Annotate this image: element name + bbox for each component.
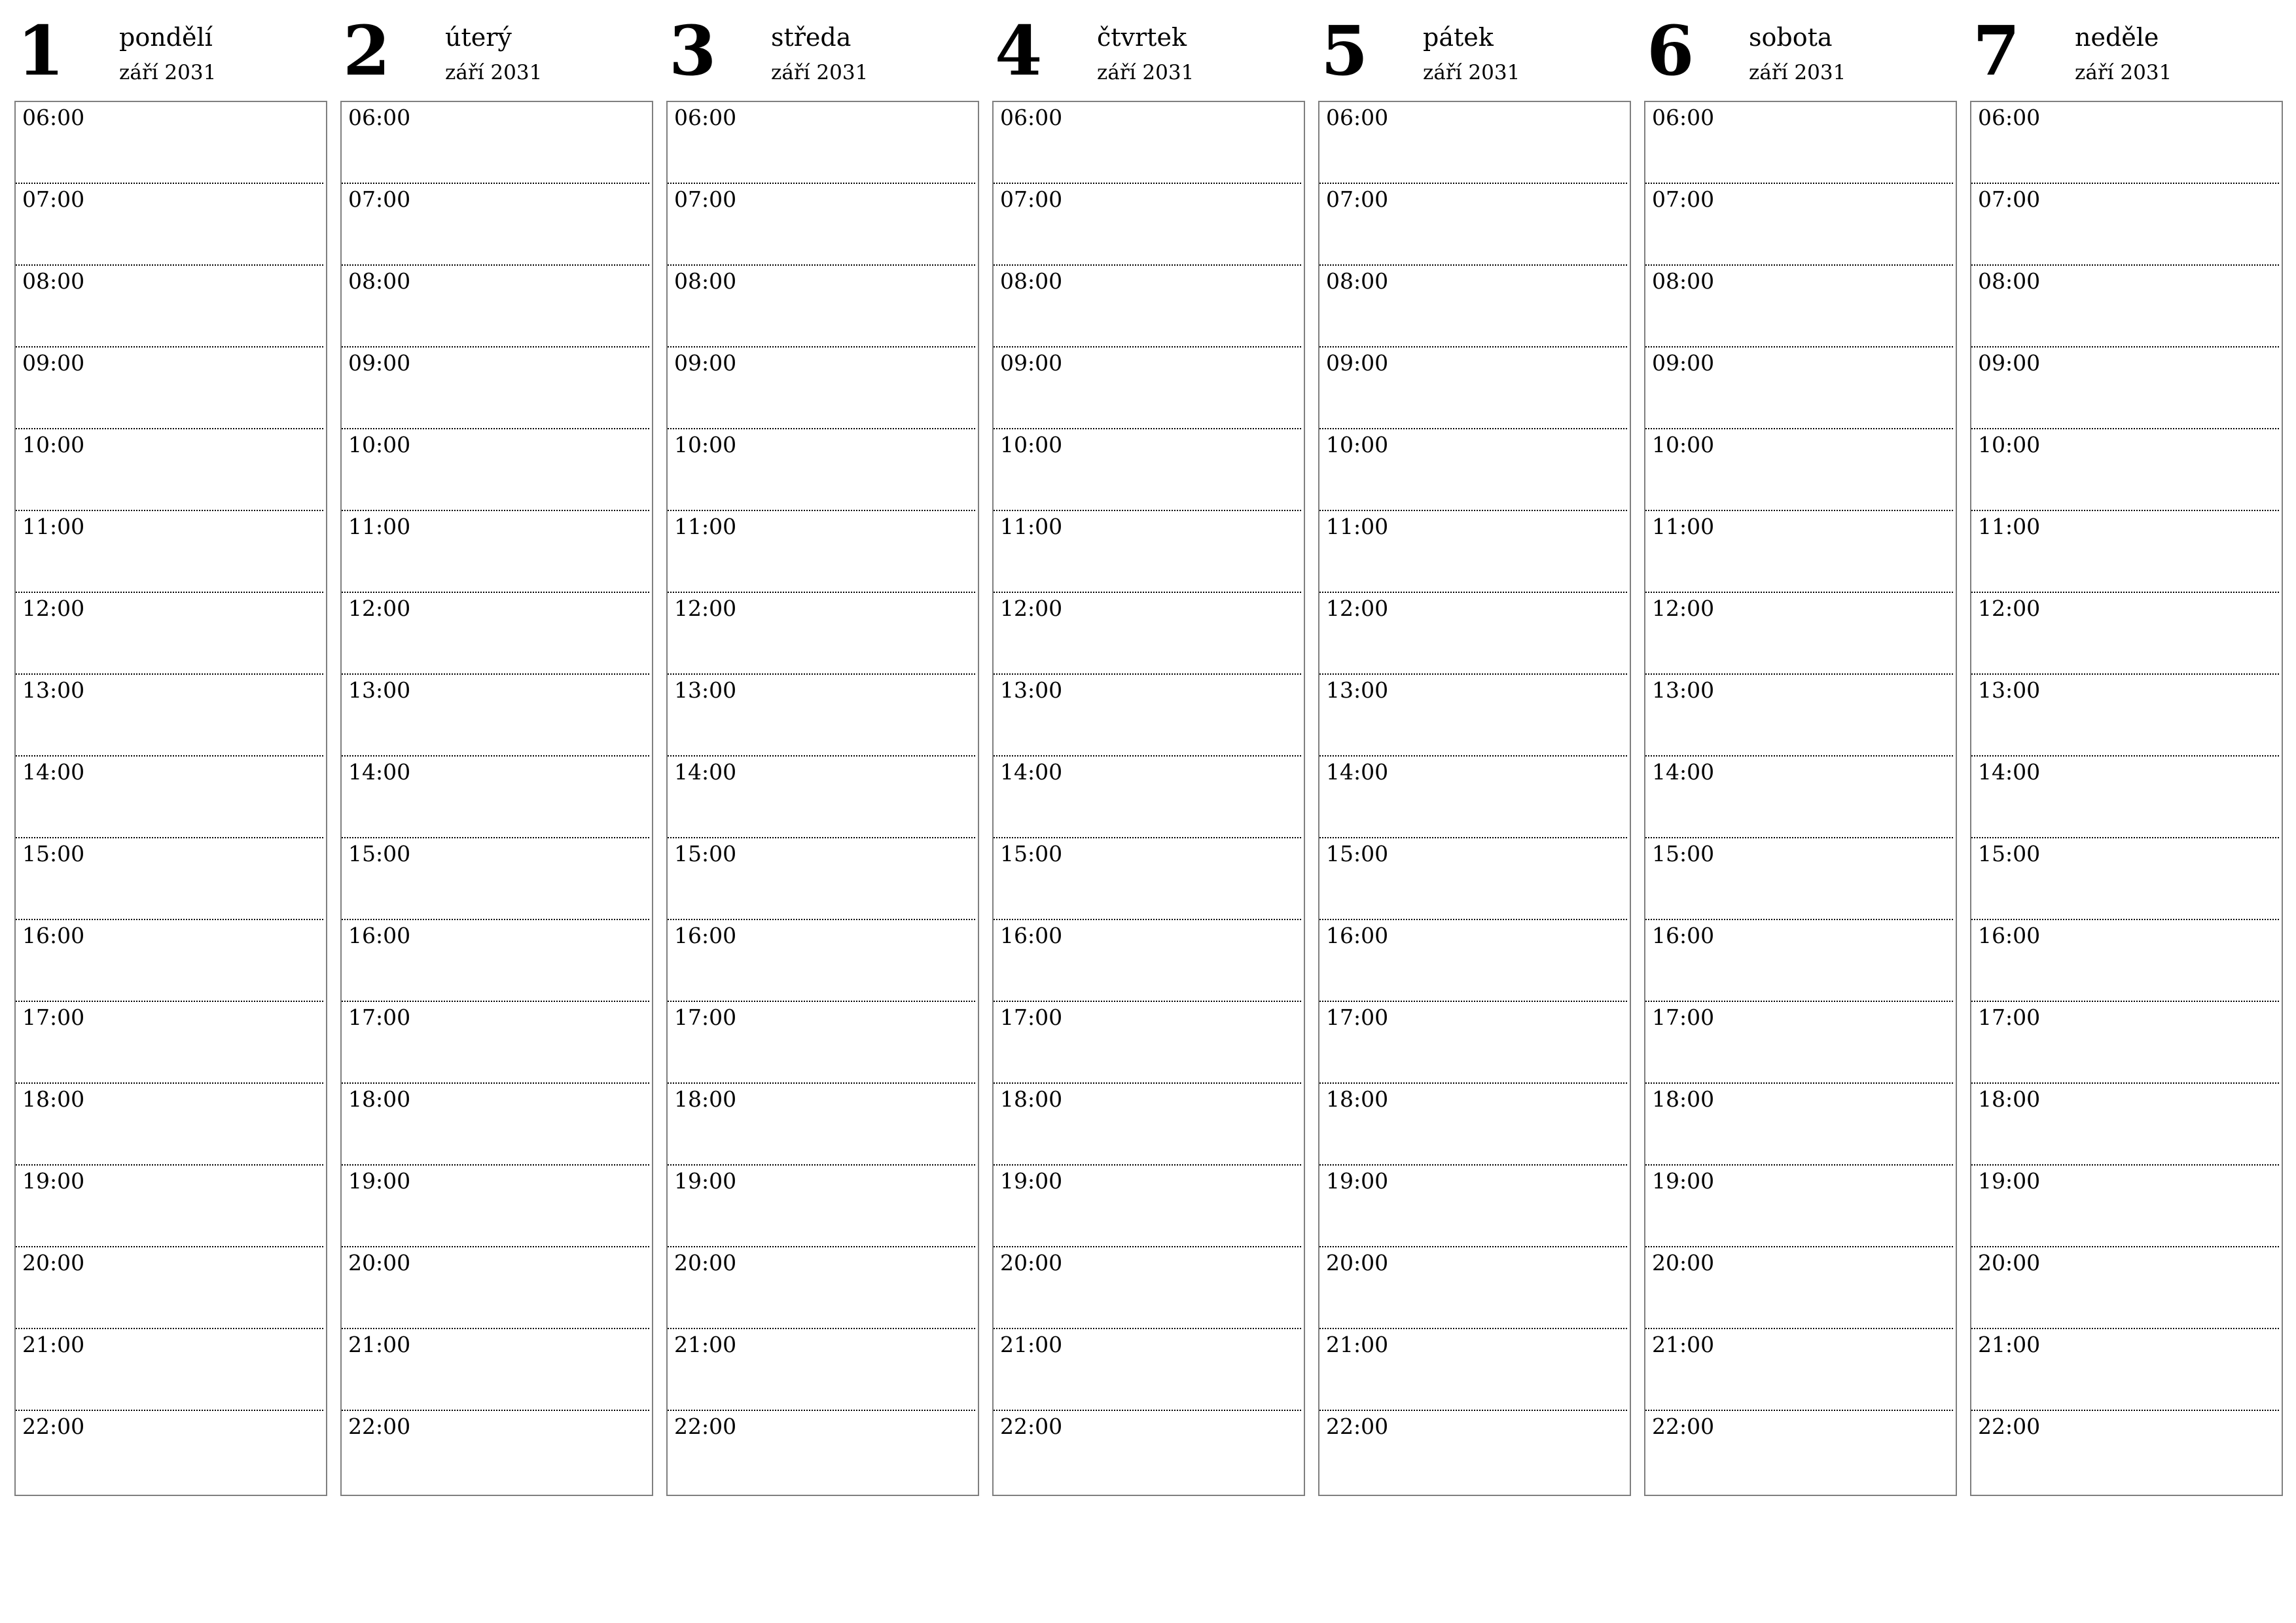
- day-name: sobota: [1749, 23, 1833, 52]
- time-label: 17:00: [1652, 1005, 1715, 1030]
- time-slot[interactable]: [1971, 1411, 2279, 1493]
- day-schedule-box: [666, 101, 979, 1496]
- time-slot[interactable]: [1319, 266, 1627, 348]
- day-number: 5: [1321, 10, 1369, 91]
- time-slot[interactable]: [342, 1247, 649, 1329]
- time-slot[interactable]: [342, 1329, 649, 1411]
- day-column: [14, 0, 327, 1439]
- time-slot[interactable]: [342, 429, 649, 511]
- day-number: 6: [1647, 10, 1695, 91]
- day-month: září 2031: [445, 61, 543, 84]
- time-label: 19:00: [1978, 1168, 2041, 1194]
- time-slot[interactable]: [16, 429, 323, 511]
- time-slot[interactable]: [668, 184, 975, 266]
- time-slot[interactable]: [16, 920, 323, 1002]
- time-slot[interactable]: [994, 1002, 1301, 1084]
- day-header: [666, 0, 979, 101]
- time-slot[interactable]: [1645, 593, 1953, 675]
- time-slot[interactable]: [1645, 1329, 1953, 1411]
- time-slot[interactable]: [1645, 675, 1953, 757]
- day-name: pátek: [1423, 23, 1494, 52]
- time-label: 06:00: [1978, 105, 2041, 130]
- time-slot[interactable]: [668, 675, 975, 757]
- time-slot[interactable]: [16, 1411, 323, 1493]
- time-label: 16:00: [674, 923, 737, 948]
- time-label: 06:00: [348, 105, 411, 130]
- time-label: 16:00: [1978, 923, 2041, 948]
- time-slot[interactable]: [1971, 511, 2279, 593]
- day-column: [1970, 0, 2283, 1439]
- time-slot[interactable]: [1319, 1411, 1627, 1493]
- time-slot[interactable]: [16, 1329, 323, 1411]
- time-label: 08:00: [1326, 268, 1389, 294]
- time-label: 21:00: [1652, 1332, 1715, 1357]
- day-column: [992, 0, 1305, 1439]
- time-label: 17:00: [1326, 1005, 1389, 1030]
- time-label: 11:00: [22, 514, 85, 539]
- time-slot[interactable]: [668, 920, 975, 1002]
- time-slot[interactable]: [668, 429, 975, 511]
- time-label: 13:00: [1652, 677, 1715, 703]
- time-label: 06:00: [1652, 105, 1715, 130]
- time-label: 11:00: [1978, 514, 2041, 539]
- time-label: 07:00: [674, 187, 737, 212]
- time-slot[interactable]: [994, 184, 1301, 266]
- day-schedule-box: [1318, 101, 1631, 1496]
- time-label: 17:00: [348, 1005, 411, 1030]
- time-slot[interactable]: [16, 1002, 323, 1084]
- time-label: 20:00: [1000, 1250, 1063, 1275]
- time-slot[interactable]: [16, 675, 323, 757]
- time-label: 09:00: [348, 350, 411, 376]
- time-label: 13:00: [22, 677, 85, 703]
- time-slot[interactable]: [1319, 429, 1627, 511]
- time-slot[interactable]: [1645, 1084, 1953, 1166]
- time-label: 08:00: [1978, 268, 2041, 294]
- time-slot[interactable]: [1319, 1166, 1627, 1247]
- time-label: 12:00: [22, 596, 85, 621]
- time-label: 10:00: [1000, 432, 1063, 457]
- time-label: 12:00: [1652, 596, 1715, 621]
- time-slot[interactable]: [1645, 1002, 1953, 1084]
- time-label: 14:00: [22, 759, 85, 785]
- time-label: 13:00: [674, 677, 737, 703]
- time-label: 19:00: [1652, 1168, 1715, 1194]
- time-slot[interactable]: [668, 348, 975, 429]
- time-slot[interactable]: [994, 757, 1301, 838]
- day-column: [666, 0, 979, 1439]
- time-label: 08:00: [22, 268, 85, 294]
- time-label: 10:00: [1326, 432, 1389, 457]
- time-slot[interactable]: [16, 184, 323, 266]
- time-label: 22:00: [348, 1414, 411, 1439]
- time-slot[interactable]: [1319, 1247, 1627, 1329]
- time-label: 15:00: [1000, 841, 1063, 866]
- time-label: 10:00: [22, 432, 85, 457]
- time-label: 10:00: [674, 432, 737, 457]
- time-label: 07:00: [348, 187, 411, 212]
- time-label: 07:00: [1978, 187, 2041, 212]
- time-slot[interactable]: [1645, 1411, 1953, 1493]
- time-slot[interactable]: [16, 593, 323, 675]
- time-label: 14:00: [1652, 759, 1715, 785]
- day-schedule-box: [1970, 101, 2283, 1496]
- day-name: středa: [771, 23, 852, 52]
- day-month: září 2031: [1749, 61, 1846, 84]
- time-slot[interactable]: [668, 266, 975, 348]
- time-label: 14:00: [674, 759, 737, 785]
- time-slot[interactable]: [994, 593, 1301, 675]
- time-label: 17:00: [674, 1005, 737, 1030]
- time-slot[interactable]: [668, 102, 975, 184]
- time-label: 12:00: [348, 596, 411, 621]
- time-label: 22:00: [22, 1414, 85, 1439]
- time-slot[interactable]: [1971, 1084, 2279, 1166]
- time-slot[interactable]: [668, 1411, 975, 1493]
- time-label: 21:00: [1978, 1332, 2041, 1357]
- time-slot[interactable]: [342, 920, 649, 1002]
- time-label: 19:00: [22, 1168, 85, 1194]
- time-label: 13:00: [1326, 677, 1389, 703]
- time-slot[interactable]: [1971, 1002, 2279, 1084]
- time-slot[interactable]: [342, 184, 649, 266]
- time-slot[interactable]: [1645, 266, 1953, 348]
- time-slot[interactable]: [668, 1166, 975, 1247]
- time-slot[interactable]: [1645, 1247, 1953, 1329]
- time-slot[interactable]: [1319, 593, 1627, 675]
- day-name: čtvrtek: [1097, 23, 1187, 52]
- time-slot[interactable]: [1319, 1084, 1627, 1166]
- time-slot[interactable]: [16, 1247, 323, 1329]
- time-slot[interactable]: [342, 511, 649, 593]
- time-label: 18:00: [1326, 1086, 1389, 1112]
- time-label: 16:00: [1652, 923, 1715, 948]
- time-slot[interactable]: [342, 1166, 649, 1247]
- day-schedule-box: [14, 101, 327, 1496]
- time-slot[interactable]: [1971, 838, 2279, 920]
- time-label: 11:00: [1000, 514, 1063, 539]
- time-slot[interactable]: [1971, 1166, 2279, 1247]
- day-header: [1644, 0, 1957, 101]
- time-slot[interactable]: [994, 675, 1301, 757]
- time-slot[interactable]: [342, 1411, 649, 1493]
- time-label: 22:00: [1326, 1414, 1389, 1439]
- day-header: [340, 0, 653, 101]
- time-slot[interactable]: [994, 1247, 1301, 1329]
- time-label: 21:00: [348, 1332, 411, 1357]
- time-label: 16:00: [1326, 923, 1389, 948]
- time-slot[interactable]: [1645, 184, 1953, 266]
- time-slot[interactable]: [668, 1084, 975, 1166]
- day-header: [14, 0, 327, 101]
- time-slot[interactable]: [1645, 511, 1953, 593]
- day-header: [1318, 0, 1631, 101]
- time-label: 07:00: [1652, 187, 1715, 212]
- time-label: 19:00: [348, 1168, 411, 1194]
- time-label: 20:00: [22, 1250, 85, 1275]
- time-label: 12:00: [1326, 596, 1389, 621]
- time-slot[interactable]: [1319, 757, 1627, 838]
- time-label: 12:00: [1000, 596, 1063, 621]
- time-label: 10:00: [348, 432, 411, 457]
- time-slot[interactable]: [1971, 348, 2279, 429]
- time-slot[interactable]: [668, 838, 975, 920]
- day-header: [1970, 0, 2283, 101]
- time-label: 08:00: [348, 268, 411, 294]
- time-label: 17:00: [1978, 1005, 2041, 1030]
- time-label: 14:00: [348, 759, 411, 785]
- time-label: 15:00: [1326, 841, 1389, 866]
- time-label: 09:00: [1326, 350, 1389, 376]
- time-slot[interactable]: [994, 838, 1301, 920]
- time-slot[interactable]: [994, 1411, 1301, 1493]
- day-number: 4: [995, 10, 1043, 91]
- time-label: 21:00: [1000, 1332, 1063, 1357]
- time-slot[interactable]: [342, 266, 649, 348]
- time-slot[interactable]: [1319, 838, 1627, 920]
- time-slot[interactable]: [342, 1084, 649, 1166]
- time-label: 22:00: [674, 1414, 737, 1439]
- day-header: [992, 0, 1305, 101]
- time-label: 18:00: [1652, 1086, 1715, 1112]
- time-label: 06:00: [674, 105, 737, 130]
- time-label: 11:00: [1652, 514, 1715, 539]
- time-slot[interactable]: [1971, 184, 2279, 266]
- time-slot[interactable]: [994, 429, 1301, 511]
- time-slot[interactable]: [1645, 838, 1953, 920]
- time-slot[interactable]: [1971, 102, 2279, 184]
- time-label: 09:00: [1000, 350, 1063, 376]
- time-slot[interactable]: [1971, 757, 2279, 838]
- day-schedule-box: [340, 101, 653, 1496]
- time-label: 14:00: [1978, 759, 2041, 785]
- time-label: 21:00: [674, 1332, 737, 1357]
- time-slot[interactable]: [1971, 1329, 2279, 1411]
- time-label: 09:00: [674, 350, 737, 376]
- time-slot[interactable]: [1319, 1002, 1627, 1084]
- time-label: 20:00: [1978, 1250, 2041, 1275]
- time-label: 06:00: [1000, 105, 1063, 130]
- time-label: 14:00: [1000, 759, 1063, 785]
- time-label: 19:00: [1326, 1168, 1389, 1194]
- time-slot[interactable]: [1645, 920, 1953, 1002]
- day-month: září 2031: [119, 61, 217, 84]
- time-label: 19:00: [674, 1168, 737, 1194]
- time-label: 15:00: [22, 841, 85, 866]
- time-slot[interactable]: [1319, 348, 1627, 429]
- time-slot[interactable]: [668, 1002, 975, 1084]
- time-label: 09:00: [1652, 350, 1715, 376]
- time-slot[interactable]: [1971, 920, 2279, 1002]
- day-month: září 2031: [1097, 61, 1194, 84]
- time-label: 18:00: [1978, 1086, 2041, 1112]
- time-slot[interactable]: [1645, 757, 1953, 838]
- time-slot[interactable]: [16, 838, 323, 920]
- time-label: 08:00: [674, 268, 737, 294]
- time-label: 18:00: [1000, 1086, 1063, 1112]
- time-label: 06:00: [22, 105, 85, 130]
- time-label: 18:00: [674, 1086, 737, 1112]
- time-label: 12:00: [674, 596, 737, 621]
- time-label: 11:00: [1326, 514, 1389, 539]
- time-slot[interactable]: [342, 593, 649, 675]
- time-slot[interactable]: [16, 1166, 323, 1247]
- time-label: 22:00: [1652, 1414, 1715, 1439]
- time-slot[interactable]: [342, 838, 649, 920]
- time-label: 18:00: [348, 1086, 411, 1112]
- day-schedule-box: [992, 101, 1305, 1496]
- day-month: září 2031: [1423, 61, 1520, 84]
- time-slot[interactable]: [668, 593, 975, 675]
- day-month: září 2031: [2075, 61, 2172, 84]
- time-label: 15:00: [348, 841, 411, 866]
- time-slot[interactable]: [1971, 429, 2279, 511]
- time-label: 22:00: [1000, 1414, 1063, 1439]
- time-slot[interactable]: [1971, 593, 2279, 675]
- time-label: 08:00: [1652, 268, 1715, 294]
- time-slot[interactable]: [1971, 1247, 2279, 1329]
- time-label: 15:00: [1978, 841, 2041, 866]
- day-number: 1: [17, 10, 65, 91]
- time-label: 07:00: [1000, 187, 1063, 212]
- time-label: 07:00: [22, 187, 85, 212]
- time-label: 16:00: [1000, 923, 1063, 948]
- day-month: září 2031: [771, 61, 869, 84]
- time-label: 07:00: [1326, 187, 1389, 212]
- time-slot[interactable]: [16, 266, 323, 348]
- day-name: pondělí: [119, 23, 213, 52]
- time-label: 20:00: [1326, 1250, 1389, 1275]
- time-label: 12:00: [1978, 596, 2041, 621]
- time-label: 13:00: [348, 677, 411, 703]
- time-label: 10:00: [1652, 432, 1715, 457]
- time-label: 11:00: [348, 514, 411, 539]
- day-column: [340, 0, 653, 1439]
- time-slot[interactable]: [994, 348, 1301, 429]
- time-slot[interactable]: [994, 266, 1301, 348]
- time-slot[interactable]: [342, 348, 649, 429]
- time-label: 16:00: [22, 923, 85, 948]
- time-slot[interactable]: [994, 511, 1301, 593]
- time-label: 21:00: [1326, 1332, 1389, 1357]
- time-slot[interactable]: [994, 920, 1301, 1002]
- time-label: 10:00: [1978, 432, 2041, 457]
- time-slot[interactable]: [1645, 1166, 1953, 1247]
- time-label: 14:00: [1326, 759, 1389, 785]
- time-label: 09:00: [22, 350, 85, 376]
- day-number: 3: [669, 10, 717, 91]
- time-label: 19:00: [1000, 1168, 1063, 1194]
- time-label: 20:00: [348, 1250, 411, 1275]
- time-label: 16:00: [348, 923, 411, 948]
- time-label: 09:00: [1978, 350, 2041, 376]
- time-slot[interactable]: [342, 675, 649, 757]
- time-slot[interactable]: [1319, 184, 1627, 266]
- time-label: 20:00: [674, 1250, 737, 1275]
- time-slot[interactable]: [16, 511, 323, 593]
- time-slot[interactable]: [1645, 102, 1953, 184]
- time-label: 13:00: [1978, 677, 2041, 703]
- time-slot[interactable]: [668, 1329, 975, 1411]
- time-label: 11:00: [674, 514, 737, 539]
- time-slot[interactable]: [342, 102, 649, 184]
- time-label: 17:00: [1000, 1005, 1063, 1030]
- time-slot[interactable]: [16, 1084, 323, 1166]
- time-slot[interactable]: [994, 102, 1301, 184]
- time-label: 22:00: [1978, 1414, 2041, 1439]
- time-slot[interactable]: [994, 1084, 1301, 1166]
- time-slot[interactable]: [668, 1247, 975, 1329]
- time-slot[interactable]: [1971, 675, 2279, 757]
- time-label: 15:00: [1652, 841, 1715, 866]
- time-slot[interactable]: [16, 348, 323, 429]
- time-slot[interactable]: [1645, 429, 1953, 511]
- time-slot[interactable]: [1319, 1329, 1627, 1411]
- time-slot[interactable]: [16, 102, 323, 184]
- time-label: 21:00: [22, 1332, 85, 1357]
- time-slot[interactable]: [16, 757, 323, 838]
- time-label: 20:00: [1652, 1250, 1715, 1275]
- time-slot[interactable]: [1645, 348, 1953, 429]
- time-slot[interactable]: [994, 1329, 1301, 1411]
- time-label: 18:00: [22, 1086, 85, 1112]
- time-slot[interactable]: [1971, 266, 2279, 348]
- day-schedule-box: [1644, 101, 1957, 1496]
- time-slot[interactable]: [668, 757, 975, 838]
- time-label: 08:00: [1000, 268, 1063, 294]
- day-column: [1318, 0, 1631, 1439]
- time-slot[interactable]: [1319, 102, 1627, 184]
- time-label: 15:00: [674, 841, 737, 866]
- time-slot[interactable]: [1319, 675, 1627, 757]
- day-name: úterý: [445, 23, 512, 52]
- day-column: [1644, 0, 1957, 1439]
- day-name: neděle: [2075, 23, 2159, 52]
- day-number: 2: [343, 10, 391, 91]
- time-label: 13:00: [1000, 677, 1063, 703]
- day-number: 7: [1973, 10, 2020, 91]
- time-slot[interactable]: [342, 757, 649, 838]
- time-slot[interactable]: [994, 1166, 1301, 1247]
- time-label: 17:00: [22, 1005, 85, 1030]
- time-slot[interactable]: [342, 1002, 649, 1084]
- time-slot[interactable]: [668, 511, 975, 593]
- time-slot[interactable]: [1319, 511, 1627, 593]
- time-slot[interactable]: [1319, 920, 1627, 1002]
- time-label: 06:00: [1326, 105, 1389, 130]
